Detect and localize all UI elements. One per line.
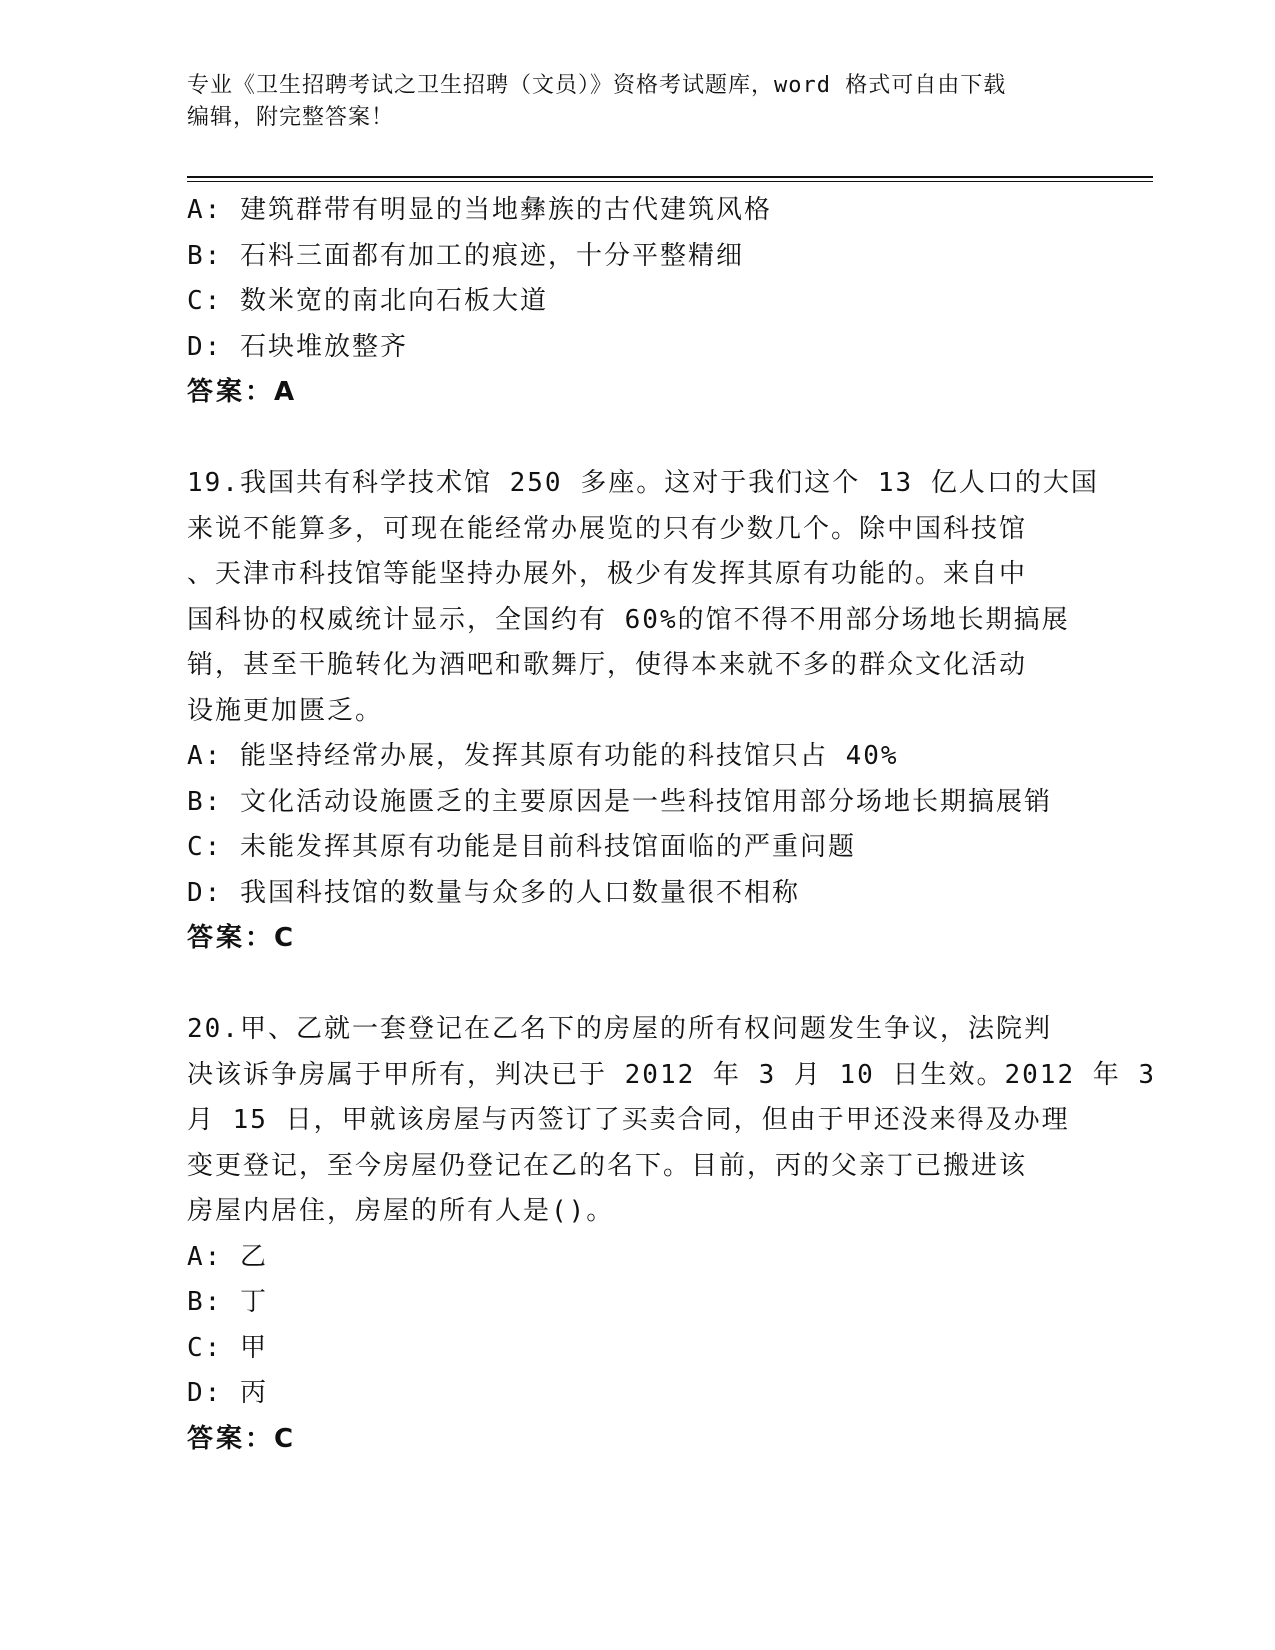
question-stem-line: 设施更加匮乏。 bbox=[187, 695, 384, 726]
header-divider-thick bbox=[187, 176, 1153, 178]
question-stem-line: 国科协的权威统计显示，全国约有 60%的馆不得不用部分场地长期搞展 bbox=[187, 604, 1070, 635]
option-c: C: 未能发挥其原有功能是目前科技馆面临的严重问题 bbox=[187, 832, 856, 862]
answer-line: 答案：C bbox=[187, 923, 297, 953]
option-a: A: 能坚持经常办展，发挥其原有功能的科技馆只占 40% bbox=[187, 741, 899, 771]
option-d: D: 我国科技馆的数量与众多的人口数量很不相称 bbox=[187, 877, 800, 908]
question-stem-line: 变更登记，至今房屋仍登记在乙的名下。目前，丙的父亲丁已搬进该 bbox=[187, 1150, 1028, 1181]
option-d: D: 丙 bbox=[187, 1378, 268, 1408]
option-b: B: 文化活动设施匮乏的主要原因是一些科技馆用部分场地长期搞展销 bbox=[187, 786, 1052, 817]
option-c: C: 甲 bbox=[187, 1332, 268, 1363]
header-line-1: 专业《卫生招聘考试之卫生招聘（文员）》资格考试题库，word 格式可自由下载 bbox=[187, 73, 1007, 98]
question-stem-line: 、天津市科技馆等能坚持办展外，极少有发挥其原有功能的。来自中 bbox=[187, 559, 1028, 589]
question-stem-line: 月 15 日，甲就该房屋与丙签订了买卖合同，但由于甲还没来得及办理 bbox=[187, 1105, 1070, 1135]
question-18 bbox=[187, 188, 1087, 416]
question-stem-line: 19.我国共有科学技术馆 250 多座。这对于我们这个 13 亿人口的大国 bbox=[187, 468, 1099, 498]
option-c: C: 数米宽的南北向石板大道 bbox=[187, 286, 548, 316]
question-20 bbox=[187, 1007, 1157, 1462]
question-stem-line: 房屋内居住，房屋的所有人是()。 bbox=[187, 1196, 615, 1226]
spacer bbox=[187, 416, 1087, 462]
option-b: B: 石料三面都有加工的痕迹，十分平整精细 bbox=[187, 240, 744, 271]
spacer bbox=[187, 962, 1087, 1008]
option-a: A: 建筑群带有明显的当地彝族的古代建筑风格 bbox=[187, 195, 772, 225]
option-b: B: 丁 bbox=[187, 1287, 268, 1317]
question-stem-line: 销，甚至干脆转化为酒吧和歌舞厅，使得本来就不多的群众文化活动 bbox=[187, 650, 1028, 680]
header-divider-thin bbox=[187, 181, 1153, 182]
question-19 bbox=[187, 461, 1099, 962]
question-stem-line: 决该诉争房属于甲所有，判决已于 2012 年 3 月 10 日生效。2012 年 3 bbox=[187, 1059, 1157, 1090]
question-stem-line: 20.甲、乙就一套登记在乙名下的房屋的所有权问题发生争议，法院判 bbox=[187, 1014, 1052, 1044]
document-body bbox=[187, 188, 1157, 1462]
header-line-2: 编辑，附完整答案！ bbox=[187, 105, 395, 130]
question-stem-line: 来说不能算多，可现在能经常办展览的只有少数几个。除中国科技馆 bbox=[187, 513, 1028, 544]
option-d: D: 石块堆放整齐 bbox=[187, 331, 408, 362]
document-header bbox=[187, 70, 1087, 134]
option-a: A: 乙 bbox=[187, 1241, 268, 1272]
answer-line: 答案：C bbox=[187, 1423, 297, 1454]
answer-line: 答案：A bbox=[187, 377, 298, 407]
